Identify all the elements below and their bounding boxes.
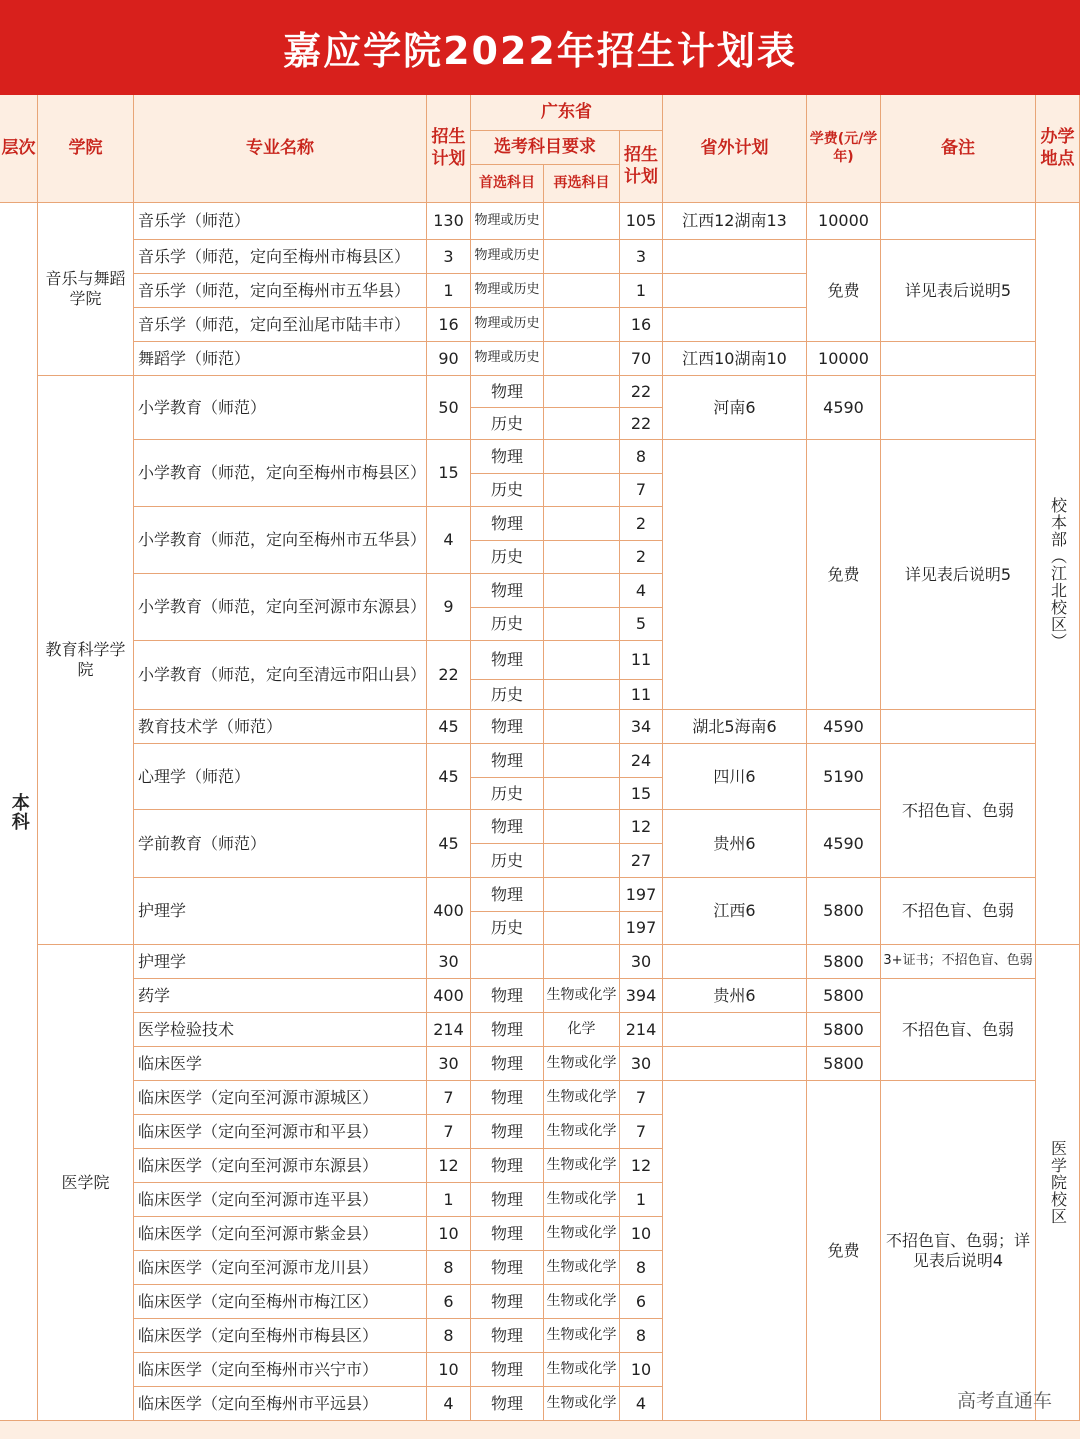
note-cell [881,203,1036,240]
second-subject-cell [544,376,620,408]
major-name-cell: 临床医学（定向至梅州市平远县） [134,1387,427,1421]
second-subject-cell [544,342,620,376]
header-campus: 办学地点 [1036,95,1080,203]
first-subject-cell: 历史 [471,912,544,945]
gd-plan-cell: 11 [620,641,663,680]
first-subject-cell: 物理 [471,440,544,474]
first-subject-cell: 物理 [471,878,544,912]
outside-plan-cell [663,1081,807,1421]
note-cell: 不招色盲、色弱 [881,878,1036,945]
gd-plan-cell: 3 [620,240,663,274]
gd-plan-cell: 70 [620,342,663,376]
gd-plan-cell: 105 [620,203,663,240]
first-subject-cell: 物理或历史 [471,342,544,376]
gd-plan-cell: 7 [620,1081,663,1115]
gd-plan-cell: 15 [620,778,663,810]
page-title: 嘉应学院2022年招生计划表 [0,0,1080,95]
gd-plan-cell: 6 [620,1285,663,1319]
college-cell: 教育科学学院 [38,376,134,945]
second-subject-cell [544,680,620,710]
second-subject-cell [544,574,620,608]
plan-cell: 45 [427,710,471,744]
outside-plan-cell: 河南6 [663,376,807,440]
plan-cell: 7 [427,1081,471,1115]
second-subject-cell: 生物或化学 [544,1217,620,1251]
plan-cell: 15 [427,440,471,507]
major-name-cell: 护理学 [134,945,427,979]
major-name-cell: 临床医学（定向至河源市紫金县） [134,1217,427,1251]
fee-cell: 5800 [807,1013,881,1047]
major-name-cell: 临床医学（定向至梅州市梅江区） [134,1285,427,1319]
second-subject-cell [544,844,620,878]
plan-cell: 7 [427,1115,471,1149]
gd-plan-cell: 34 [620,710,663,744]
header-gd-plan: 招生计划 [620,131,663,203]
second-subject-cell [544,641,620,680]
gd-plan-cell: 24 [620,744,663,778]
major-name-cell: 小学教育（师范） [134,376,427,440]
plan-cell: 30 [427,1047,471,1081]
second-subject-cell: 生物或化学 [544,1047,620,1081]
second-subject-cell [544,710,620,744]
second-subject-cell [544,274,620,308]
enrollment-table [0,95,1080,1427]
gd-plan-cell: 16 [620,308,663,342]
gd-plan-cell: 22 [620,376,663,408]
major-name-cell: 小学教育（师范，定向至河源市东源县） [134,574,427,641]
plan-cell: 400 [427,878,471,945]
gd-plan-cell: 27 [620,844,663,878]
major-name-cell: 药学 [134,979,427,1013]
header-fee: 学费(元/学年) [807,95,881,203]
plan-cell: 22 [427,641,471,710]
outside-plan-cell: 四川6 [663,744,807,810]
gd-plan-cell: 1 [620,274,663,308]
second-subject-cell [544,507,620,541]
level-cell: 本科 [0,203,38,1421]
note-cell [881,376,1036,440]
first-subject-cell: 物理 [471,1047,544,1081]
outside-plan-cell: 江西6 [663,878,807,945]
gd-plan-cell: 30 [620,945,663,979]
first-subject-cell: 物理 [471,1319,544,1353]
gd-plan-cell: 197 [620,912,663,945]
first-subject-cell [471,945,544,979]
second-subject-cell [544,945,620,979]
first-subject-cell: 物理 [471,1251,544,1285]
outside-plan-cell: 江西12湖南13 [663,203,807,240]
major-name-cell: 音乐学（师范，定向至梅州市梅县区） [134,240,427,274]
gd-plan-cell: 7 [620,474,663,507]
major-name-cell: 舞蹈学（师范） [134,342,427,376]
second-subject-cell [544,408,620,440]
note-cell [881,342,1036,376]
first-subject-cell: 历史 [471,474,544,507]
major-name-cell: 医学检验技术 [134,1013,427,1047]
gd-plan-cell: 10 [620,1353,663,1387]
plan-cell: 214 [427,1013,471,1047]
fee-cell: 4590 [807,810,881,878]
header-subject-requirement: 选考科目要求 [471,131,620,165]
second-subject-cell [544,203,620,240]
fee-cell: 免费 [807,1081,881,1421]
first-subject-cell: 物理或历史 [471,240,544,274]
major-name-cell: 临床医学（定向至梅州市兴宁市） [134,1353,427,1387]
note-cell: 详见表后说明5 [881,440,1036,710]
note-cell: 不招色盲、色弱 [881,979,1036,1081]
second-subject-cell: 化学 [544,1013,620,1047]
major-name-cell: 护理学 [134,878,427,945]
first-subject-cell: 物理 [471,810,544,844]
header-guangdong: 广东省 [471,95,663,131]
second-subject-cell: 生物或化学 [544,1387,620,1421]
outside-plan-cell [663,945,807,979]
plan-cell: 400 [427,979,471,1013]
fee-cell: 5800 [807,945,881,979]
major-name-cell: 音乐学（师范，定向至梅州市五华县） [134,274,427,308]
plan-cell: 12 [427,1149,471,1183]
plan-cell: 8 [427,1319,471,1353]
header-college: 学院 [38,95,134,203]
major-name-cell: 音乐学（师范） [134,203,427,240]
second-subject-cell [544,541,620,574]
second-subject-cell: 生物或化学 [544,1319,620,1353]
second-subject-cell [544,440,620,474]
note-cell: 不招色盲、色弱；详见表后说明4 [881,1081,1036,1421]
fee-cell: 10000 [807,342,881,376]
plan-cell: 50 [427,376,471,440]
note-cell: 详见表后说明5 [881,240,1036,342]
plan-cell: 10 [427,1353,471,1387]
major-name-cell: 临床医学（定向至河源市连平县） [134,1183,427,1217]
gd-plan-cell: 11 [620,680,663,710]
major-name-cell: 临床医学 [134,1047,427,1081]
second-subject-cell [544,778,620,810]
first-subject-cell: 物理或历史 [471,308,544,342]
plan-cell: 4 [427,1387,471,1421]
fee-cell: 免费 [807,440,881,710]
gd-plan-cell: 2 [620,507,663,541]
note-cell [881,710,1036,744]
gd-plan-cell: 12 [620,1149,663,1183]
first-subject-cell: 物理 [471,1013,544,1047]
major-name-cell: 临床医学（定向至梅州市梅县区） [134,1319,427,1353]
outside-plan-cell [663,440,807,710]
gd-plan-cell: 2 [620,541,663,574]
plan-cell: 30 [427,945,471,979]
first-subject-cell: 物理 [471,507,544,541]
outside-plan-cell: 贵州6 [663,979,807,1013]
first-subject-cell: 物理 [471,376,544,408]
plan-cell: 3 [427,240,471,274]
first-subject-cell: 历史 [471,408,544,440]
second-subject-cell: 生物或化学 [544,979,620,1013]
fee-cell: 5190 [807,744,881,810]
plan-cell: 8 [427,1251,471,1285]
first-subject-cell: 物理 [471,1081,544,1115]
header-major: 专业名称 [134,95,427,203]
major-name-cell: 教育技术学（师范） [134,710,427,744]
outside-plan-cell [663,274,807,308]
major-name-cell: 音乐学（师范，定向至汕尾市陆丰市） [134,308,427,342]
major-name-cell: 小学教育（师范，定向至梅州市梅县区） [134,440,427,507]
header-outside-plan: 省外计划 [663,95,807,203]
major-name-cell: 临床医学（定向至河源市源城区） [134,1081,427,1115]
gd-plan-cell: 10 [620,1217,663,1251]
note-cell: 3+证书；不招色盲、色弱 [881,945,1036,979]
fee-cell: 免费 [807,240,881,342]
header-second-subject: 再选科目 [544,165,620,203]
watermark: 高考直通车 [956,1390,1052,1412]
second-subject-cell [544,308,620,342]
outside-plan-cell: 贵州6 [663,810,807,878]
plan-cell: 9 [427,574,471,641]
plan-cell: 4 [427,507,471,574]
second-subject-cell [544,474,620,507]
plan-cell: 45 [427,810,471,878]
plan-cell: 6 [427,1285,471,1319]
second-subject-cell [544,608,620,641]
campus-cell: 校本部（江北校区） [1036,203,1080,945]
major-name-cell: 临床医学（定向至河源市和平县） [134,1115,427,1149]
fee-cell: 10000 [807,203,881,240]
gd-plan-cell: 197 [620,878,663,912]
first-subject-cell: 物理 [471,1353,544,1387]
first-subject-cell: 物理或历史 [471,203,544,240]
gd-plan-cell: 8 [620,1319,663,1353]
first-subject-cell: 历史 [471,844,544,878]
first-subject-cell: 物理 [471,1183,544,1217]
gd-plan-cell: 8 [620,1251,663,1285]
outside-plan-cell [663,1047,807,1081]
fee-cell: 5800 [807,979,881,1013]
second-subject-cell: 生物或化学 [544,1081,620,1115]
first-subject-cell: 物理 [471,1387,544,1421]
first-subject-cell: 历史 [471,680,544,710]
gd-plan-cell: 1 [620,1183,663,1217]
second-subject-cell [544,810,620,844]
outside-plan-cell: 湖北5海南6 [663,710,807,744]
outside-plan-cell: 江西10湖南10 [663,342,807,376]
second-subject-cell [544,744,620,778]
first-subject-cell: 物理 [471,1285,544,1319]
second-subject-cell: 生物或化学 [544,1353,620,1387]
gd-plan-cell: 22 [620,408,663,440]
header-note: 备注 [881,95,1036,203]
plan-cell: 90 [427,342,471,376]
second-subject-cell [544,878,620,912]
second-subject-cell: 生物或化学 [544,1251,620,1285]
fee-cell: 5800 [807,1047,881,1081]
college-cell: 音乐与舞蹈学院 [38,203,134,376]
gd-plan-cell: 5 [620,608,663,641]
first-subject-cell: 历史 [471,778,544,810]
plan-cell: 16 [427,308,471,342]
fee-cell: 4590 [807,710,881,744]
second-subject-cell: 生物或化学 [544,1115,620,1149]
major-name-cell: 小学教育（师范，定向至清远市阳山县） [134,641,427,710]
outside-plan-cell [663,308,807,342]
first-subject-cell: 物理 [471,641,544,680]
plan-cell: 1 [427,1183,471,1217]
second-subject-cell: 生物或化学 [544,1285,620,1319]
first-subject-cell: 历史 [471,541,544,574]
first-subject-cell: 物理 [471,744,544,778]
header-level: 层次 [0,95,38,203]
first-subject-cell: 物理 [471,710,544,744]
major-name-cell: 临床医学（定向至河源市东源县） [134,1149,427,1183]
gd-plan-cell: 4 [620,1387,663,1421]
second-subject-cell: 生物或化学 [544,1149,620,1183]
fee-cell: 4590 [807,376,881,440]
gd-plan-cell: 394 [620,979,663,1013]
gd-plan-cell: 12 [620,810,663,844]
first-subject-cell: 物理 [471,1217,544,1251]
first-subject-cell: 物理 [471,574,544,608]
header-plan: 招生计划 [427,95,471,203]
first-subject-cell: 物理 [471,1149,544,1183]
outside-plan-cell [663,240,807,274]
plan-cell: 45 [427,744,471,810]
campus-cell: 医学院校区 [1036,945,1080,1421]
plan-cell: 130 [427,203,471,240]
major-name-cell: 学前教育（师范） [134,810,427,878]
second-subject-cell [544,912,620,945]
college-cell: 医学院 [38,945,134,1421]
plan-cell: 10 [427,1217,471,1251]
first-subject-cell: 物理 [471,979,544,1013]
fee-cell: 5800 [807,878,881,945]
major-name-cell: 临床医学（定向至河源市龙川县） [134,1251,427,1285]
first-subject-cell: 物理或历史 [471,274,544,308]
major-name-cell: 小学教育（师范，定向至梅州市五华县） [134,507,427,574]
gd-plan-cell: 30 [620,1047,663,1081]
header-first-subject: 首选科目 [471,165,544,203]
first-subject-cell: 物理 [471,1115,544,1149]
major-name-cell: 心理学（师范） [134,744,427,810]
gd-plan-cell: 214 [620,1013,663,1047]
gd-plan-cell: 8 [620,440,663,474]
outside-plan-cell [663,1013,807,1047]
first-subject-cell: 历史 [471,608,544,641]
second-subject-cell: 生物或化学 [544,1183,620,1217]
gd-plan-cell: 4 [620,574,663,608]
note-cell: 不招色盲、色弱 [881,744,1036,878]
plan-cell: 1 [427,274,471,308]
second-subject-cell [544,240,620,274]
gd-plan-cell: 7 [620,1115,663,1149]
